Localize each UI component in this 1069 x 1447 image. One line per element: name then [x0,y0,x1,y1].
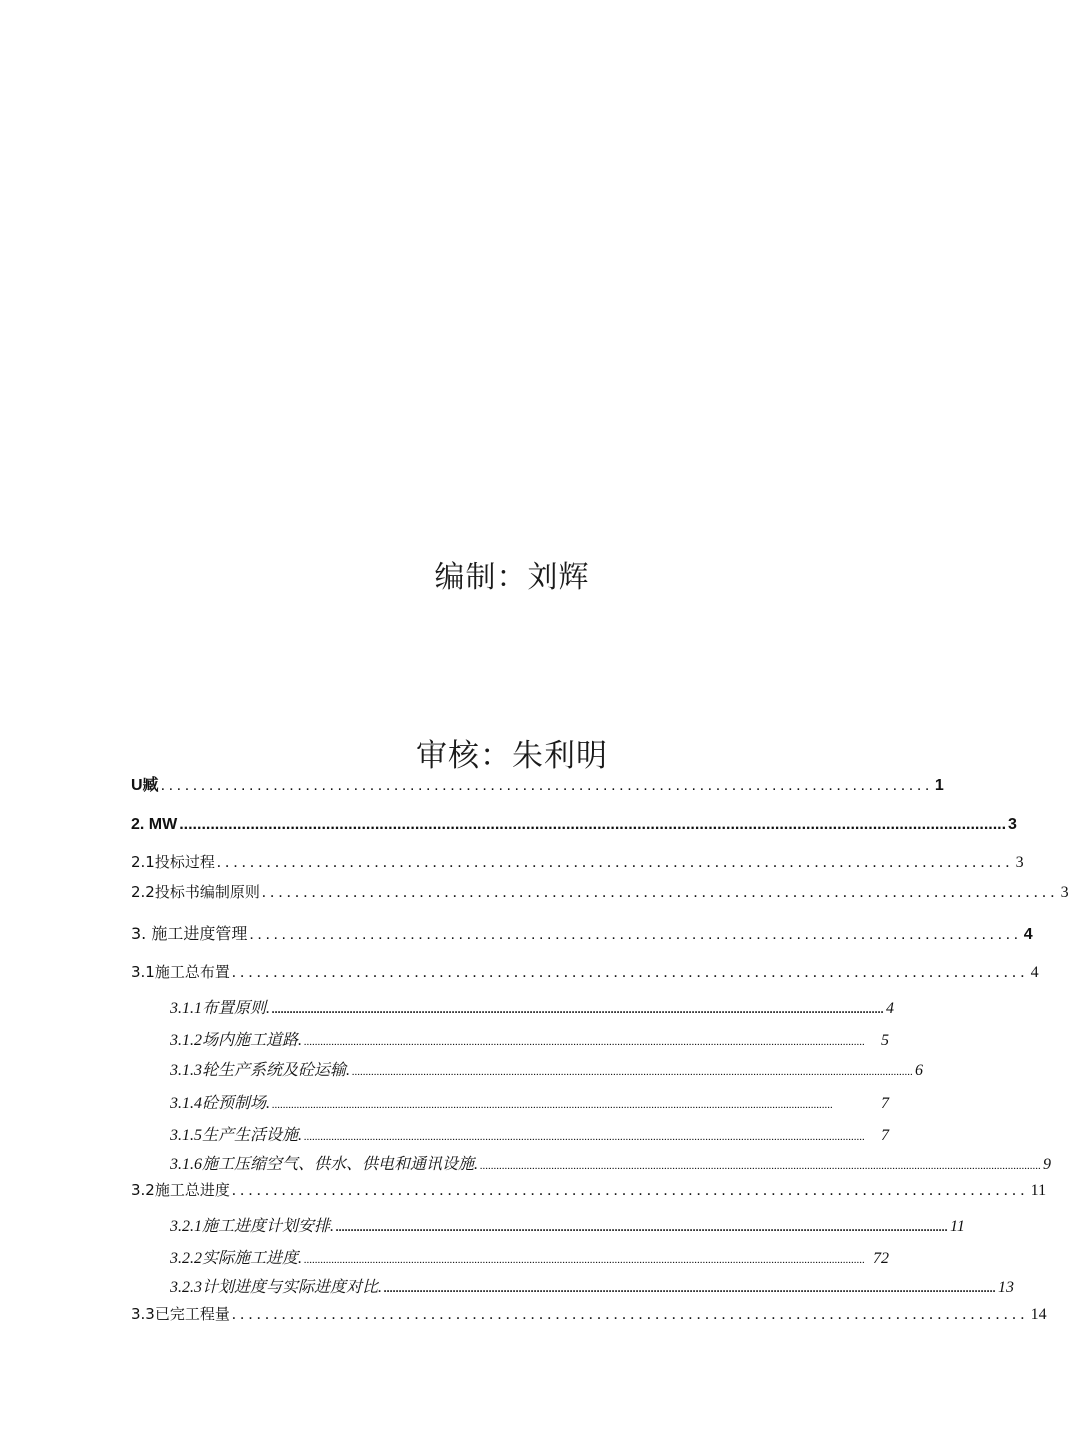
toc-leader: ................................................................................................ [261,884,1059,901]
toc-leader: ............................................................................................................................................................................................................ [272,1002,885,1016]
toc-entry-label: 3.2施工总进度 [131,1181,230,1199]
toc-leader: ................................................................................................ [160,777,933,794]
toc-entry[interactable] [170,1057,924,1080]
toc-entry[interactable] [170,1245,889,1268]
toc-entry-label: 3.3已完工程量 [131,1305,230,1323]
toc-leader: ............................................................................................................................................................................................................ [304,1036,866,1048]
toc-entry-page: 4 [1023,926,1033,943]
reviewer-credit: 审核：朱利明 [416,738,608,774]
toc-entry-label: 3.1.4砼预制场. [170,1095,271,1112]
toc-entry-page: 1 [934,777,944,794]
toc-entry-page: 11 [1030,1182,1047,1199]
toc-entry-label: 2.2投标书编制原则 [131,883,260,901]
toc-entry-label: 3.1.2场内施工道路. [170,1032,303,1049]
toc-entry-page: 3 [1015,854,1024,871]
toc-entry-label: 2.1投标过程 [131,853,215,871]
toc-leader: ............................................................................................................................................................................................................ [336,1220,949,1234]
toc-entry-label: 3.1.5生产生活设施. [170,1127,303,1144]
toc-entry[interactable] [131,881,1069,902]
toc-entry-page: 4 [886,1000,895,1017]
toc-leader: ................................................................................................ [249,926,1022,943]
toc-entry[interactable] [170,1122,889,1145]
toc-entry-page: 5 [881,1032,889,1049]
toc-leader: ................................................................................................ [231,1182,1029,1199]
toc-entry-label: 3.1.1布置原则. [170,1000,271,1017]
toc-leader: ............................................................................................................................................................................................................ [384,1281,997,1295]
toc-entry-page: 6 [915,1062,924,1079]
toc-entry-label: 3.1.6施工压缩空气、供水、供电和通讯设施. [170,1156,479,1173]
toc-leader: ............................................................................................................................................................................................................ [272,1099,834,1111]
toc-entry-page: 72 [873,1250,889,1267]
toc-entry-page: 4 [1030,964,1039,981]
toc-entry-label: 3.1.3轮生产系统及砼运输. [170,1062,351,1079]
toc-entry-label: 2. MW [131,816,178,833]
toc-entry[interactable] [170,1027,889,1050]
toc-entry[interactable] [170,1151,1052,1174]
toc-entry[interactable] [170,995,895,1018]
toc-entry-label: 3.2.3计划进度与实际进度对比. [170,1279,383,1296]
toc-entry-label: 3.2.2实际施工进度. [170,1250,303,1267]
toc-leader: ............................................................................................................................................................................................................ [304,1254,866,1266]
toc-entry-page: 7 [881,1127,889,1144]
toc-entry-page: 9 [1043,1156,1052,1173]
toc-entry-label: 3. 施工进度管理 [131,924,248,943]
toc-entry-page: 13 [998,1279,1015,1296]
compiler-credit: 编制：刘辉 [434,560,590,595]
toc-entry[interactable] [131,1303,1047,1324]
toc-entry[interactable] [170,1213,965,1236]
toc-entry-label: U臧 [131,777,159,794]
toc-leader: ................................................................................................ [231,1306,1029,1323]
toc-entry[interactable] [170,1090,889,1113]
toc-entry-page: 14 [1030,1306,1047,1323]
toc-entry[interactable] [170,1274,1015,1297]
toc-entry[interactable] [131,961,1039,982]
toc-entry-label: 3.1施工总布置 [131,963,230,981]
toc-entry-page: 3 [1008,816,1017,833]
toc-leader: .......................................................................................................................................................................................... [179,816,1007,833]
toc-entry[interactable] [131,851,1024,872]
toc-leader: ................................................................................................ [231,964,1029,981]
toc-entry[interactable] [131,1179,1047,1200]
toc-leader: ............................................................................................................................................................................................................ [352,1066,914,1078]
toc-entry[interactable] [131,816,1017,834]
toc-entry[interactable] [131,772,944,795]
toc-entry[interactable] [131,921,1033,944]
toc-leader: ............................................................................................................................................................................................................ [304,1131,866,1143]
toc-entry-label: 3.2.1施工进度计划安排. [170,1218,335,1235]
toc-entry-page: 7 [881,1095,889,1112]
toc-entry-page: 11 [950,1218,965,1235]
toc-entry-page: 3 [1060,884,1069,901]
toc-leader: ................................................................................................ [216,854,1014,871]
toc-leader: ............................................................................................................................................................................................................ [480,1160,1042,1172]
